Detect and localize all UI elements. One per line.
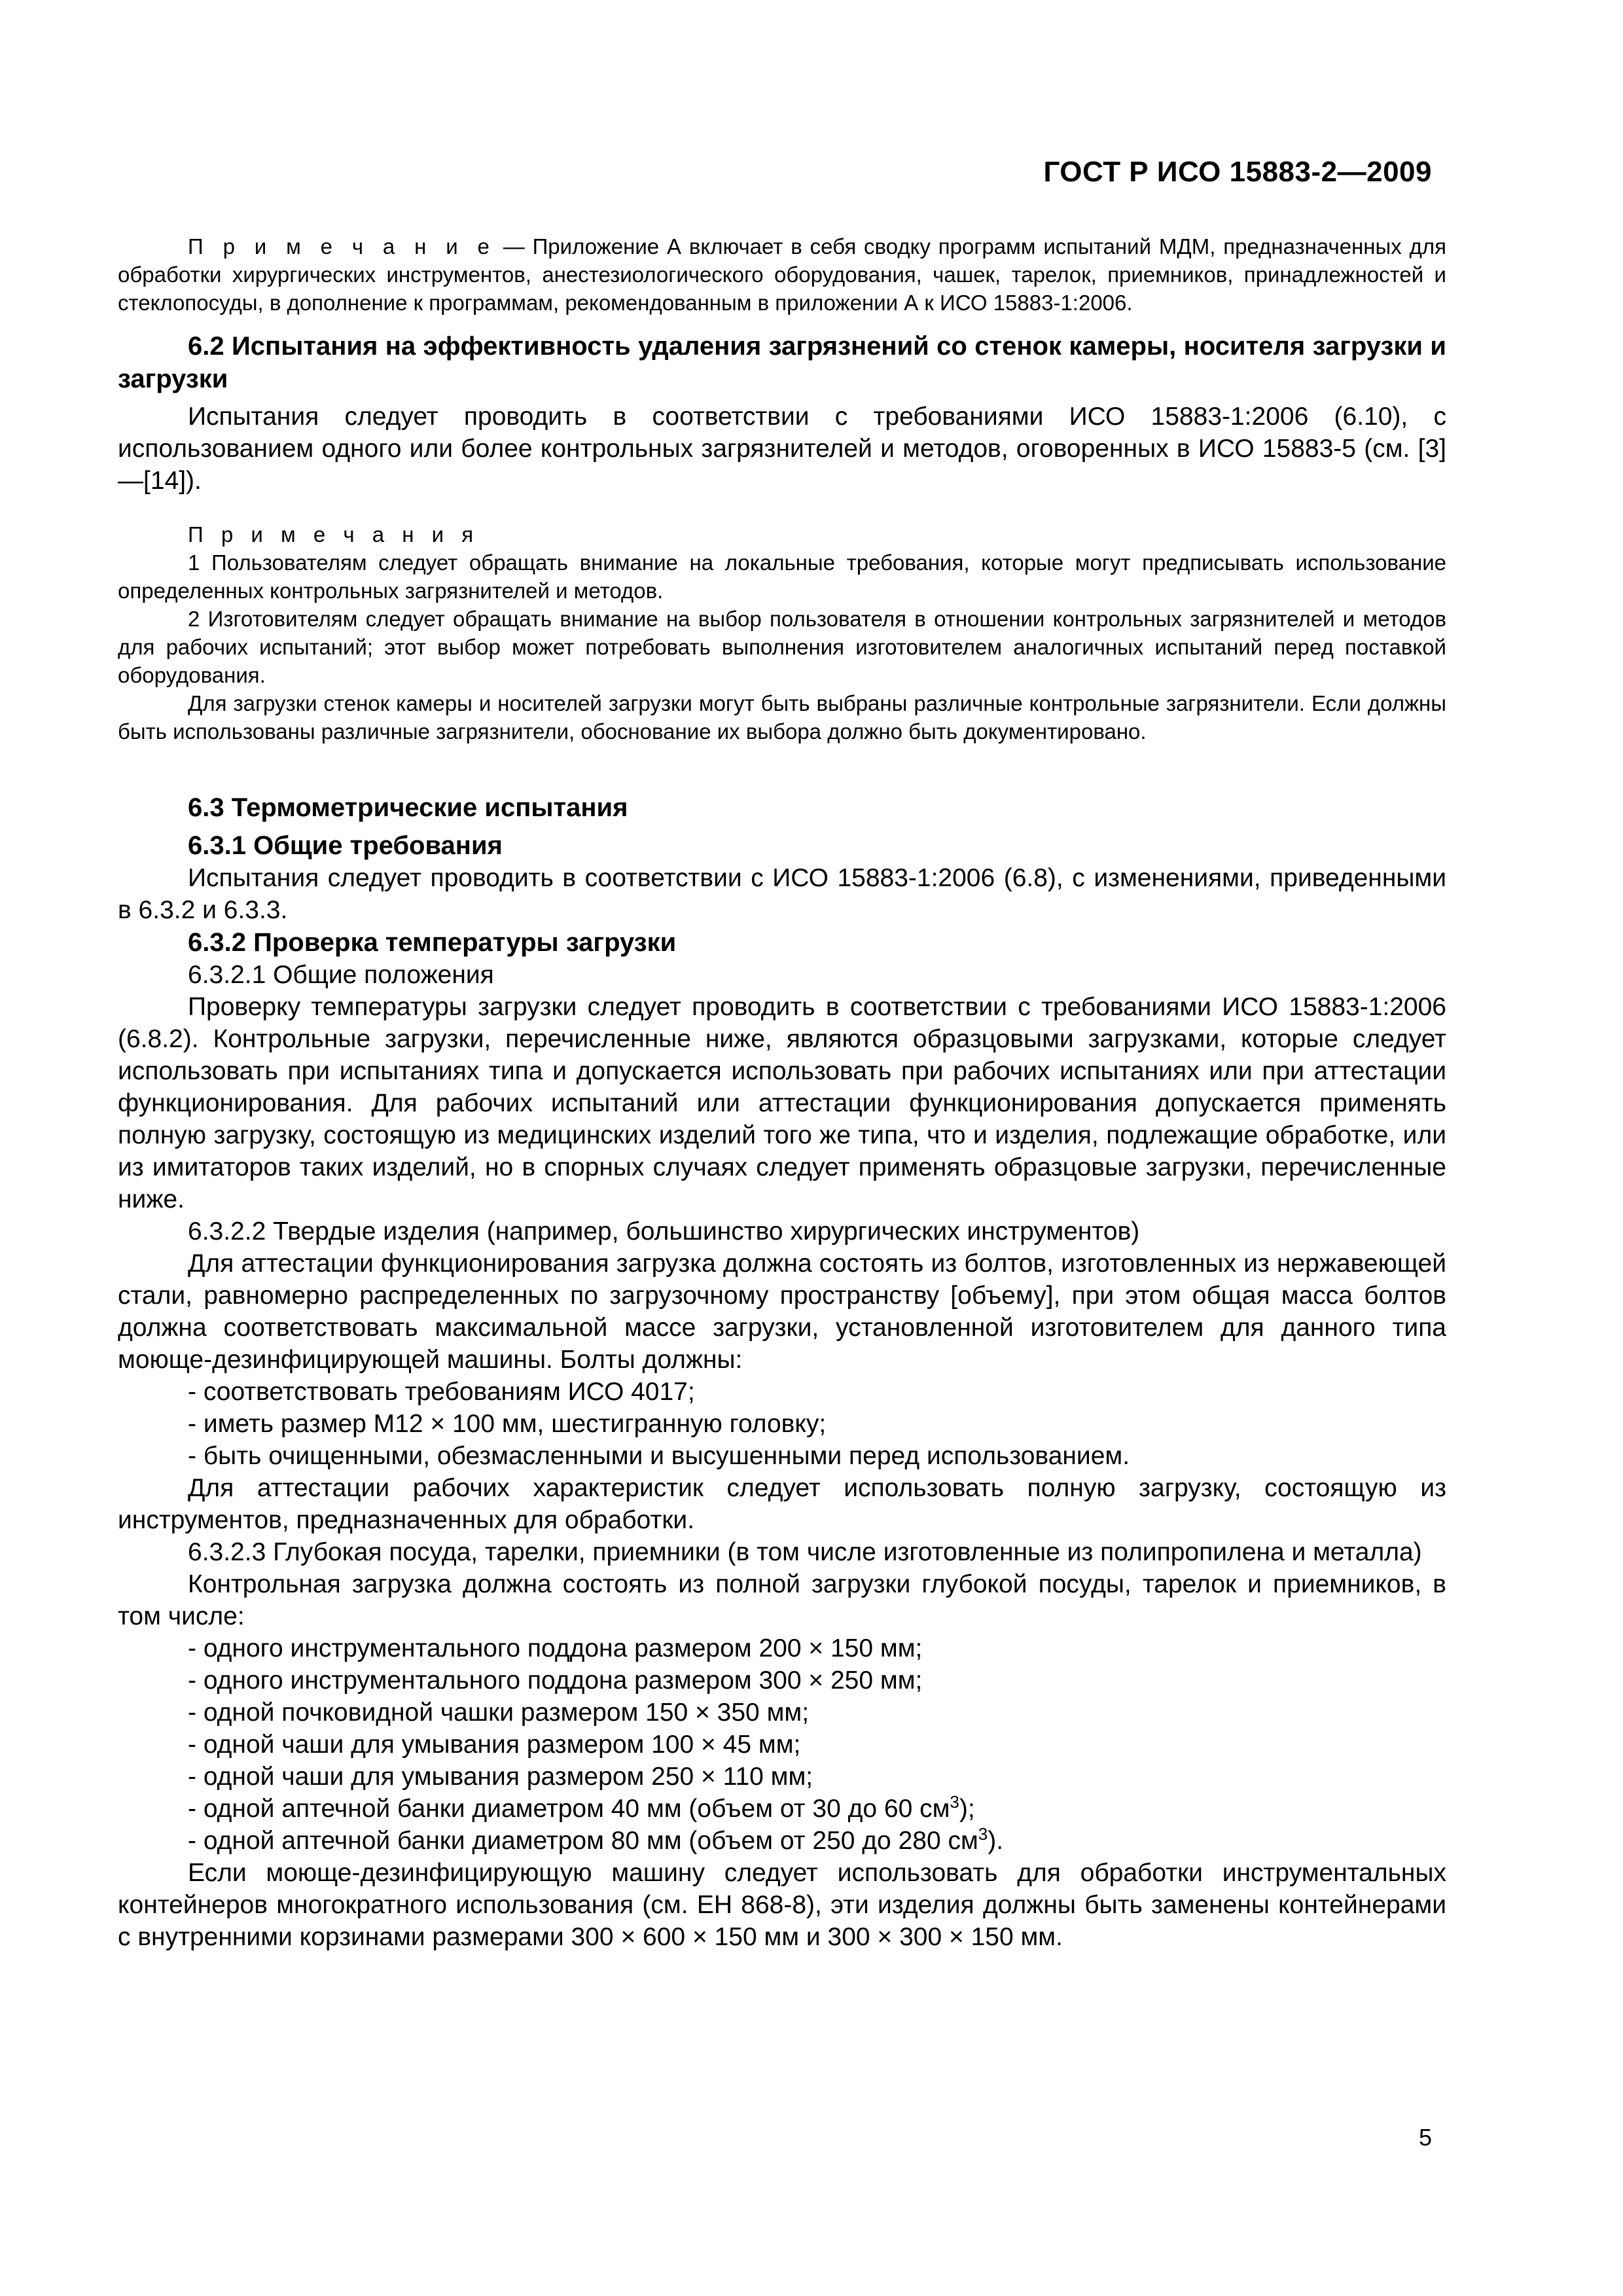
note-paragraph bbox=[118, 232, 1446, 317]
note-text: — Приложение А включает в себя сводку программ испытаний МДМ, предназначенных для обработки хирургических инструментов, анестезиологического оборудования, чашек, тарелок, приемников, принадлежностей и стеклопосуды, в дополнение к программам, рекомендованным в приложении А к ИСО 15883-1:2006. bbox=[118, 234, 1446, 315]
section-6-3-2-2-after: Для аттестации рабочих характеристик следует использовать полную загрузку, состоящую из инструментов, предназначенных для обработки. bbox=[118, 1474, 1446, 1534]
page-content bbox=[118, 232, 1446, 1953]
superscript-3: 3 bbox=[950, 1792, 959, 1812]
section-6-3-2-3-after: Если моюще-дезинфицирующую машину следует использовать для обработки инструментальных контейнеров многократного использования (см. ЕН 868-8), эти изделия должны быть заменены контейнерами с внутренними корзинами размерами 300 × 600 × 150 мм и 300 × 300 × 150 мм. bbox=[118, 1859, 1446, 1951]
section-6-3-heading: 6.3 Термометрические испытания bbox=[188, 793, 628, 822]
list-item: - одного инструментального поддона размером 300 × 250 мм; bbox=[188, 1666, 923, 1695]
note-1: 1 Пользователям следует обращать внимание на локальные требования, которые могут предписывать использование определенных контрольных загрязнителей и методов. bbox=[118, 550, 1446, 603]
notes-label: П р и м е ч а н и я bbox=[188, 522, 480, 547]
note-label: П р и м е ч а н и е bbox=[188, 234, 495, 259]
list-item: - быть очищенными, обезмасленными и высушенными перед использованием. bbox=[188, 1442, 1130, 1470]
section-6-3-1-text: Испытания следует проводить в соответствии с ИСО 15883-1:2006 (6.8), с изменениями, приведенными в 6.3.2 и 6.3.3. bbox=[118, 864, 1446, 924]
list-item: - одной почковидной чашки размером 150 × 350 мм; bbox=[188, 1698, 810, 1727]
section-6-3-2-heading: 6.3.2 Проверка температуры загрузки bbox=[188, 928, 677, 957]
section-6-3-2-1-text: Проверку температуры загрузки следует проводить в соответствии с требованиями ИСО 15883-1:2006 (6.8.2). Контрольные загрузки, перечисленные ниже, являются образцовыми загрузками, которые следует использовать при испытаниях типа и допускается использовать при рабочих испытаниях или при аттестации функционирования. Для рабочих испытаний или аттестации функционирования допускается применять полную загрузку, состоящую из медицинских изделий того же типа, что и изделия, подлежащие обработке, или из имитаторов таких изделий, но в спорных случаях следует применять образцовые загрузки, перечисленные ниже. bbox=[118, 993, 1446, 1213]
list-item: - одной чаши для умывания размером 100 × 45 мм; bbox=[188, 1731, 801, 1759]
section-6-3-2-2-title: 6.3.2.2 Твердые изделия (например, большинство хирургических инструментов) bbox=[188, 1217, 1140, 1246]
section-6-3-1-heading: 6.3.1 Общие требования bbox=[188, 831, 503, 860]
list-item: - одной аптечной банки диаметром 40 мм (объем от 30 до 60 $см^3$); bbox=[188, 1792, 975, 1823]
list-item: - одной чаши для умывания размером 250 × 110 мм; bbox=[188, 1763, 813, 1791]
superscript-3: 3 bbox=[978, 1824, 988, 1844]
section-6-3-2-3-title: 6.3.2.3 Глубокая посуда, тарелки, приемники (в том числе изготовленные из полипропилена и металла) bbox=[188, 1538, 1422, 1566]
list-item: - иметь размер М12 × 100 мм, шестигранную головку; bbox=[188, 1410, 827, 1438]
list-item: - одной аптечной банки диаметром 80 мм (объем от 250 до 280 $см^3$). bbox=[188, 1824, 1004, 1855]
list-item: - соответствовать требованиям ИСО 4017; bbox=[188, 1378, 695, 1406]
list-item: - одного инструментального поддона размером 200 × 150 мм; bbox=[188, 1634, 923, 1662]
section-6-3-2-1-title: 6.3.2.1 Общие положения bbox=[188, 961, 494, 989]
section-6-3-2-3-text: Контрольная загрузка должна состоять из полной загрузки глубокой посуды, тарелок и приемников, в том числе: bbox=[118, 1570, 1446, 1630]
note-2: 2 Изготовителям следует обращать внимание на выбор пользователя в отношении контрольных загрязнителей и методов для рабочих испытаний; этот выбор может потребовать выполнения изготовителем аналогичных испытаний перед поставкой оборудования. bbox=[118, 607, 1446, 687]
section-6-2-text: Испытания следует проводить в соответствии с требованиями ИСО 15883-1:2006 (6.10), с использованием одного или более контрольных загрязнителей и методов, оговоренных в ИСО 15883-5 (см. [3]—[14]). bbox=[118, 403, 1446, 495]
document-code: ГОСТ Р ИСО 15883-2—2009 bbox=[1043, 156, 1432, 188]
section-6-2-heading: 6.2 Испытания на эффективность удаления загрязнений со стенок камеры, носителя загрузки и загрузки bbox=[118, 332, 1446, 393]
section-6-3-2-2-text: Для аттестации функционирования загрузка должна состоять из болтов, изготовленных из нержавеющей стали, равномерно распределенных по загрузочному пространству [объему], при этом общая масса болтов должна соответствовать максимальной массе загрузки, установленной изготовителем для данного типа моюще-дезинфицирующей машины. Болты должны: bbox=[118, 1249, 1446, 1374]
page-number: 5 bbox=[1418, 2124, 1432, 2151]
note-3: Для загрузки стенок камеры и носителей загрузки могут быть выбраны различные контрольные загрязнители. Если должны быть использованы различные загрязнители, обоснование их выбора должно быть документировано. bbox=[118, 691, 1446, 744]
